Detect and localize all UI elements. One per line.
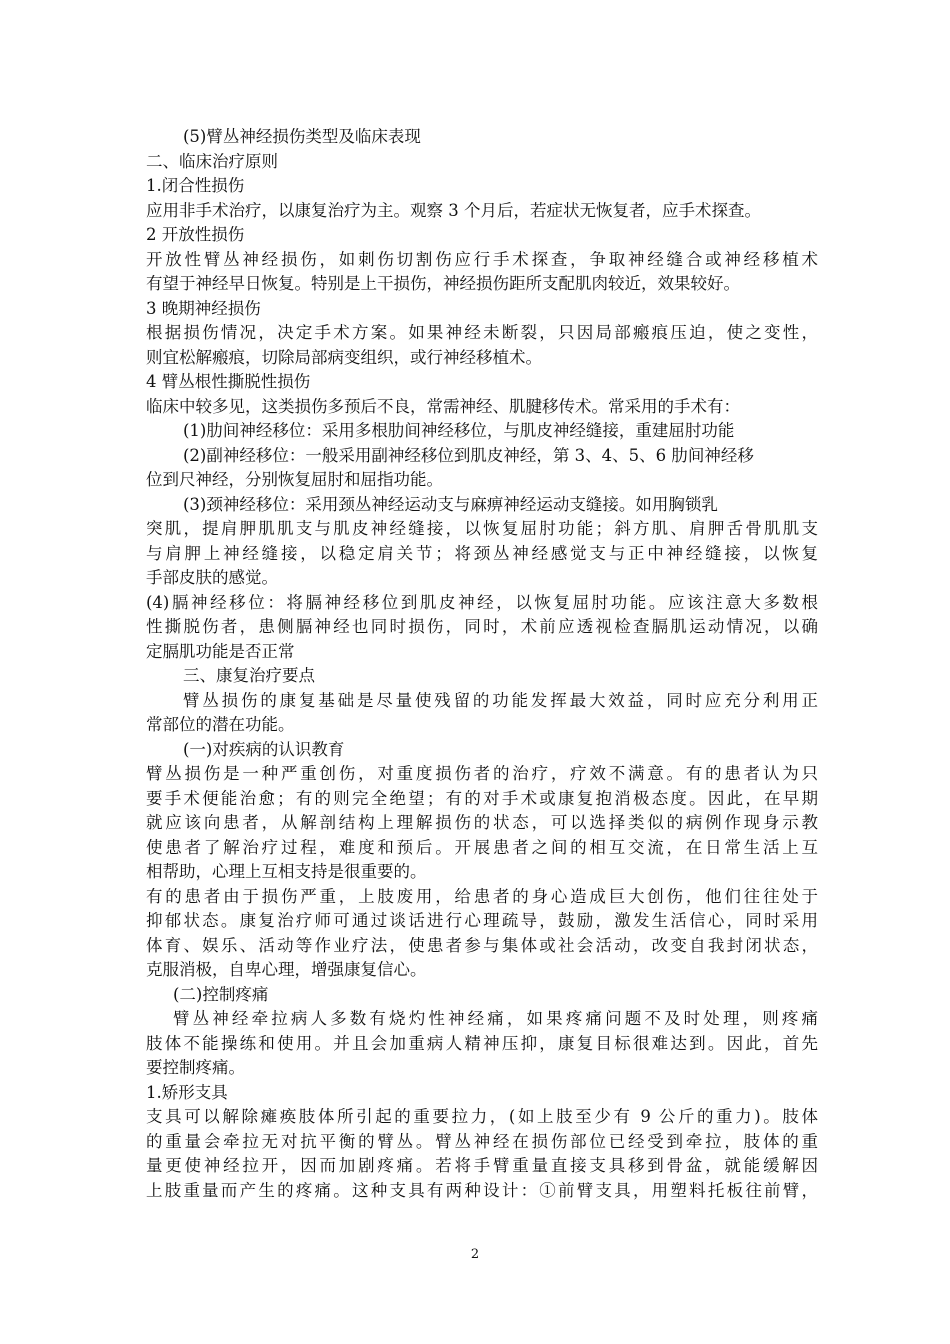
paragraph-line: 根据损伤情况，决定手术方案。如果神经未断裂，只因局部瘢痕压迫，使之变性， <box>146 323 818 342</box>
subheading-closed-injury: 1.闭合性损伤 <box>146 176 245 195</box>
paragraph-line: 手部皮肤的感觉。 <box>146 568 278 587</box>
page-number: 2 <box>470 1247 480 1262</box>
paragraph-line: 要控制疼痛。 <box>146 1058 245 1077</box>
section-heading-3: 三、康复治疗要点 <box>183 666 315 685</box>
paragraph-line: 臂丛损伤是一种严重创伤，对重度损伤者的治疗，疗效不满意。有的患者认为只 <box>146 764 818 783</box>
paragraph-line: 就应该向患者，从解剖结构上理解损伤的状态，可以选择类似的病例作现身示教 <box>146 813 818 832</box>
paragraph-line: 常部位的潜在功能。 <box>146 715 295 734</box>
document-body <box>146 125 818 1203</box>
paragraph-line: 体育、娱乐、活动等作业疗法，使患者参与集体或社会活动，改变自我封闭状态， <box>146 935 818 955</box>
paragraph-line: 突肌，提肩胛肌肌支与肌皮神经缝接，以恢复屈肘功能；斜方肌、肩胛舌骨肌肌支 <box>146 519 818 538</box>
paragraph-line: 开放性臂丛神经损伤，如刺伤切割伤应行手术探查，争取神经缝合或神经移植术 <box>146 249 818 269</box>
paragraph-line: 应用非手术治疗，以康复治疗为主。观察 3 个月后，若症状无恢复者，应手术探查。 <box>146 200 761 220</box>
paragraph-line: 量更使神经拉开，因而加剧疼痛。若将手臂重量直接支具移到骨盆，就能缓解因 <box>146 1156 818 1175</box>
paragraph-line: 克服消极，自卑心理，增强康复信心。 <box>146 960 427 979</box>
paragraph-line: 定膈肌功能是否正常 <box>146 641 295 661</box>
paragraph-line: 支具可以解除瘫痪肢体所引起的重要拉力，(如上肢至少有 9 公斤的重力)。肢体 <box>146 1107 818 1126</box>
paragraph-line: 的重量会牵拉无对抗平衡的臂丛。臂丛神经在损伤部位已经受到牵拉，肢体的重 <box>146 1131 818 1151</box>
subsection-heading-5: (5)臂丛神经损伤类型及临床表现 <box>183 127 421 146</box>
paragraph-line: 上肢重量而产生的疼痛。这种支具有两种设计：①前臂支具，用塑料托板往前臂， <box>146 1180 818 1200</box>
list-item-4: (4)膈神经移位：将膈神经移位到肌皮神经，以恢复屈肘功能。应该注意大多数根 <box>146 592 818 612</box>
list-item-1: (1)肋间神经移位：采用多根肋间神经移位，与肌皮神经缝接，重建屈肘功能 <box>183 421 735 440</box>
paragraph-line: 肢体不能操练和使用。并且会加重病人精神压抑，康复目标很难达到。因此，首先 <box>146 1033 818 1053</box>
paragraph-line: 位到尺神经，分别恢复屈肘和屈指功能。 <box>146 470 443 489</box>
paragraph-line: 相帮助，心理上互相支持是很重要的。 <box>146 862 427 881</box>
paragraph-line: 有的患者由于损伤严重，上肢废用，给患者的身心造成巨大创伤，他们往往处于 <box>146 886 818 906</box>
paragraph-line: 抑郁状态。康复治疗师可通过谈话进行心理疏导，鼓励，激发生活信心，同时采用 <box>146 911 818 930</box>
paragraph-line: 有望于神经早日恢复。特别是上干损伤，神经损伤距所支配肌肉较近，效果较好。 <box>146 274 740 293</box>
paragraph-line: 与肩胛上神经缝接，以稳定肩关节；将颈丛神经感觉支与正中神经缝接，以恢复 <box>146 543 818 563</box>
paragraph-line: 性撕脱伤者，患侧膈神经也同时损伤，同时，术前应透视检查膈肌运动情况，以确 <box>146 617 818 636</box>
list-item-3: (3)颈神经移位：采用颈丛神经运动支与麻痹神经运动支缝接。如用胸锁乳 <box>183 494 718 514</box>
subsection-heading-1: (一)对疾病的认识教育 <box>183 739 345 759</box>
paragraph-line: 臂丛神经牵拉病人多数有烧灼性神经痛，如果疼痛问题不及时处理，则疼痛 <box>173 1009 818 1028</box>
section-heading-2: 二、临床治疗原则 <box>146 151 278 171</box>
subheading-late-injury: 3 晚期神经损伤 <box>146 298 261 318</box>
subheading-avulsion-injury: 4 臂丛根性撕脱性损伤 <box>146 372 311 391</box>
paragraph-line: 临床中较多见，这类损伤多预后不良，常需神经、肌腱移传术。常采用的手术有： <box>146 396 740 416</box>
paragraph-line: 臂丛损伤的康复基础是尽量使残留的功能发挥最大效益，同时应充分利用正 <box>183 690 818 710</box>
subheading-orthosis: 1.矫形支具 <box>146 1082 228 1102</box>
subheading-open-injury: 2 开放性损伤 <box>146 225 245 244</box>
subsection-heading-2: (二)控制疼痛 <box>173 984 269 1004</box>
paragraph-line: 则宜松解瘢痕，切除局部病变组织，或行神经移植术。 <box>146 347 542 367</box>
paragraph-line: 要手术便能治愈；有的则完全绝望；有的对手术或康复抱消极态度。因此，在早期 <box>146 788 818 808</box>
paragraph-line: 使患者了解治疗过程，难度和预后。开展患者之间的相互交流，在日常生活上互 <box>146 837 818 857</box>
list-item-2: (2)副神经移位：一般采用副神经移位到肌皮神经，第 3、4、5、6 肋间神经移 <box>183 445 754 465</box>
